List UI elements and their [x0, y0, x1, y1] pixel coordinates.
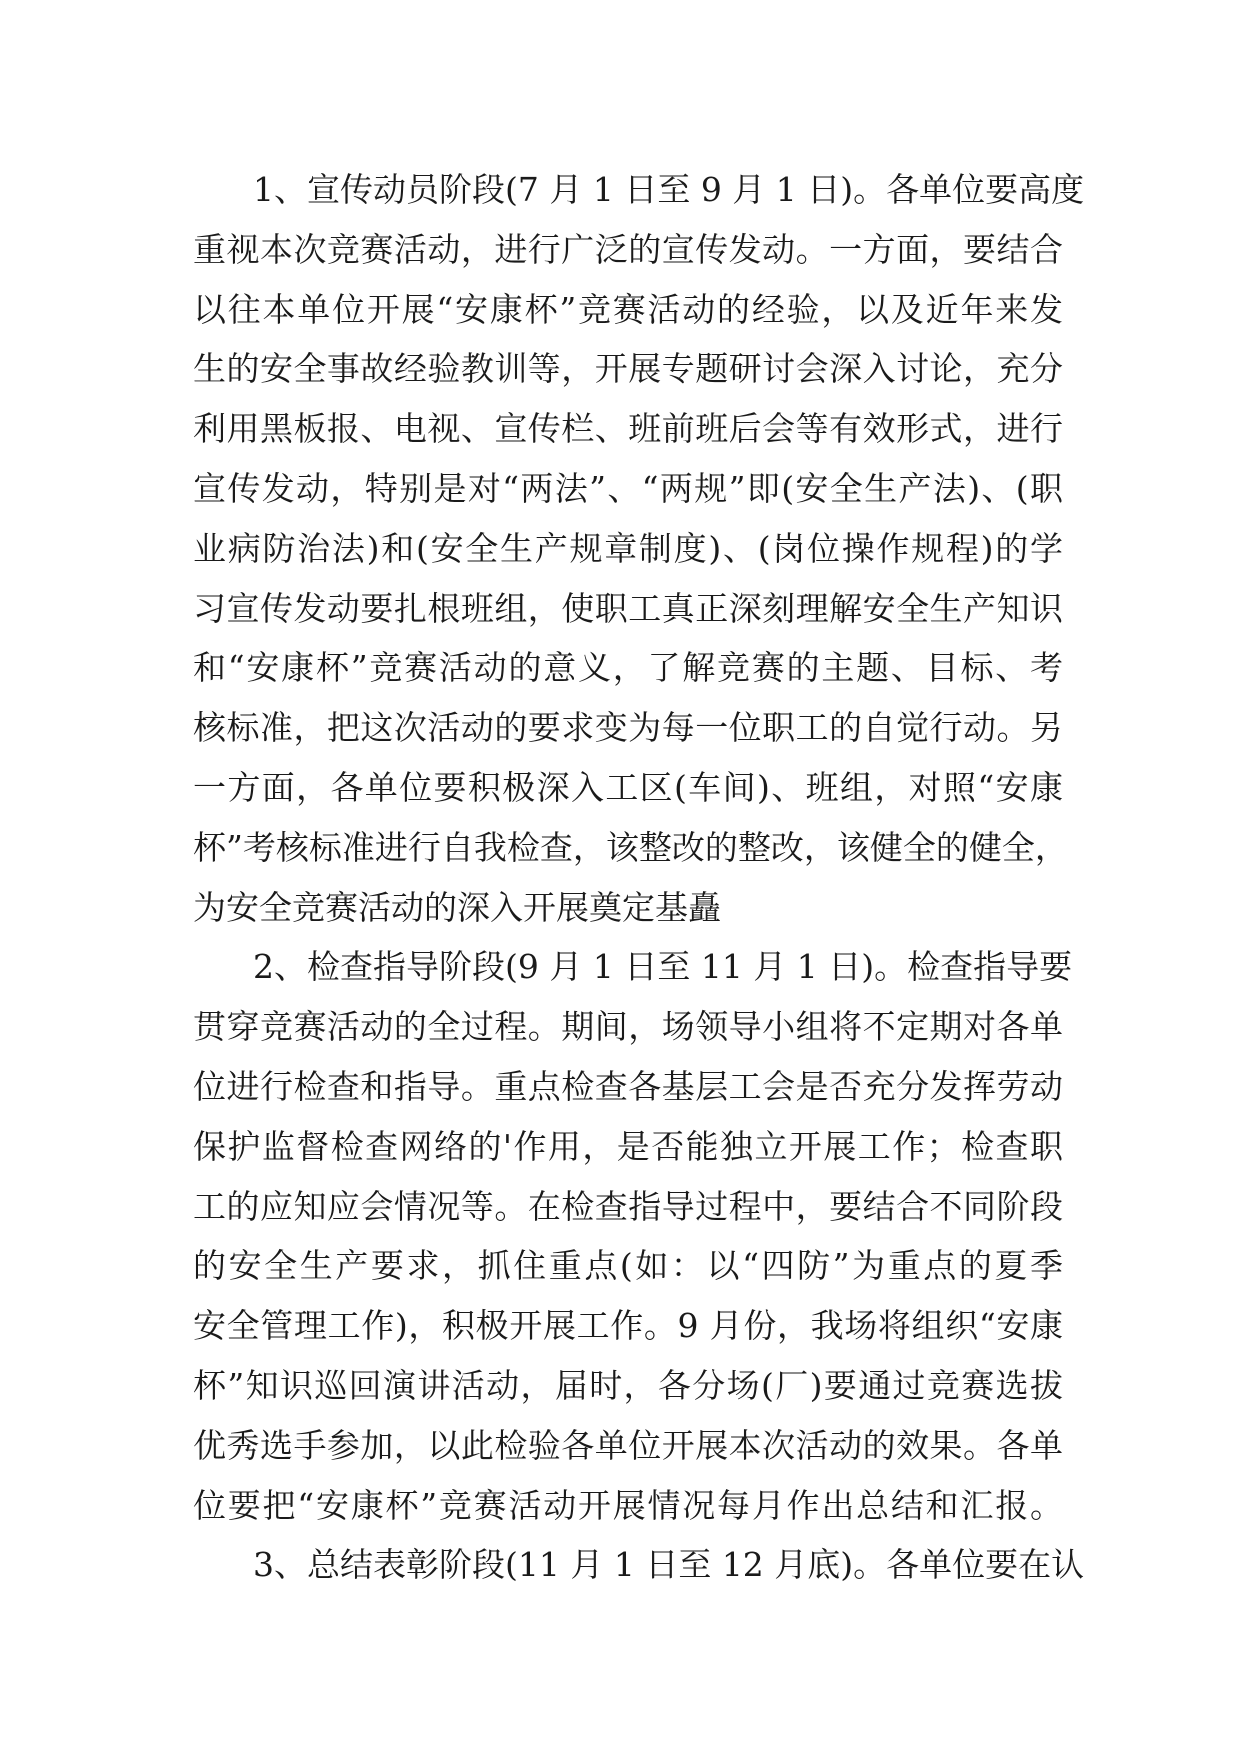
paragraph-2-line-10: 位要把“安康杯”竞赛活动开展情况每月作出总结和汇报。: [193, 1485, 1063, 1525]
paragraph-2-line-4: 保护监督检查网络的'作用，是否能独立开展工作；检查职: [193, 1126, 1063, 1166]
paragraph-1-line-4: 生的安全事故经验教训等，开展专题研讨会深入讨论，充分: [193, 349, 1063, 389]
paragraph-1-line-9: 和“安康杯”竞赛活动的意义，了解竞赛的主题、目标、考: [193, 648, 1063, 688]
document-body: [193, 160, 1085, 1595]
paragraph-2-line-8: 杯”知识巡回演讲活动，届时，各分场(厂)要通过竞赛选拔: [193, 1365, 1063, 1405]
paragraph-1-line-12: 杯”考核标准进行自我检查，该整改的整改，该健全的健全，: [193, 827, 1068, 867]
paragraph-2-line-7: 安全管理工作)，积极开展工作。9 月份，我场将组织“安康: [193, 1306, 1063, 1346]
paragraph-1-line-1: 1、宣传动员阶段(7 月 1 日至 9 月 1 日)。各单位要高度: [253, 170, 1085, 209]
paragraph-2-line-2: 贯穿竞赛活动的全过程。期间，场领导小组将不定期对各单: [193, 1007, 1063, 1047]
paragraph-2-line-1: 2、检查指导阶段(9 月 1 日至 11 月 1 日)。检查指导要: [253, 947, 1073, 987]
paragraph-2-line-9: 优秀选手参加，以此检验各单位开展本次活动的效果。各单: [193, 1425, 1063, 1465]
paragraph-3-line-1: 3、总结表彰阶段(11 月 1 日至 12 月底)。各单位要在认: [253, 1545, 1085, 1585]
paragraph-1-line-5: 利用黑板报、电视、宣传栏、班前班后会等有效形式，进行: [193, 409, 1063, 449]
paragraph-1-line-13: 为安全竞赛活动的深入开展奠定基矗: [193, 887, 721, 927]
paragraph-2-line-5: 工的应知应会情况等。在检查指导过程中，要结合不同阶段: [193, 1186, 1063, 1226]
paragraph-1-line-7: 业病防治法)和(安全生产规章制度)、(岗位操作规程)的学: [193, 528, 1063, 568]
paragraph-1-line-3: 以往本单位开展“安康杯”竞赛活动的经验，以及近年来发: [193, 289, 1063, 329]
paragraph-1-line-10: 核标准，把这次活动的要求变为每一位职工的自觉行动。另: [193, 708, 1063, 748]
paragraph-1-line-2: 重视本次竞赛活动，进行广泛的宣传发动。一方面，要结合: [193, 229, 1063, 269]
paragraph-1-line-8: 习宣传发动要扎根班组，使职工真正深刻理解安全生产知识: [193, 588, 1063, 628]
paragraph-1-line-6: 宣传发动，特别是对“两法”、“两规”即(安全生产法)、(职: [193, 468, 1063, 508]
paragraph-1-line-11: 一方面，各单位要积极深入工区(车间)、班组，对照“安康: [193, 767, 1063, 807]
paragraph-2-line-3: 位进行检查和指导。重点检查各基层工会是否充分发挥劳动: [193, 1066, 1063, 1106]
paragraph-2-line-6: 的安全生产要求，抓住重点(如：以“四防”为重点的夏季: [193, 1246, 1063, 1286]
